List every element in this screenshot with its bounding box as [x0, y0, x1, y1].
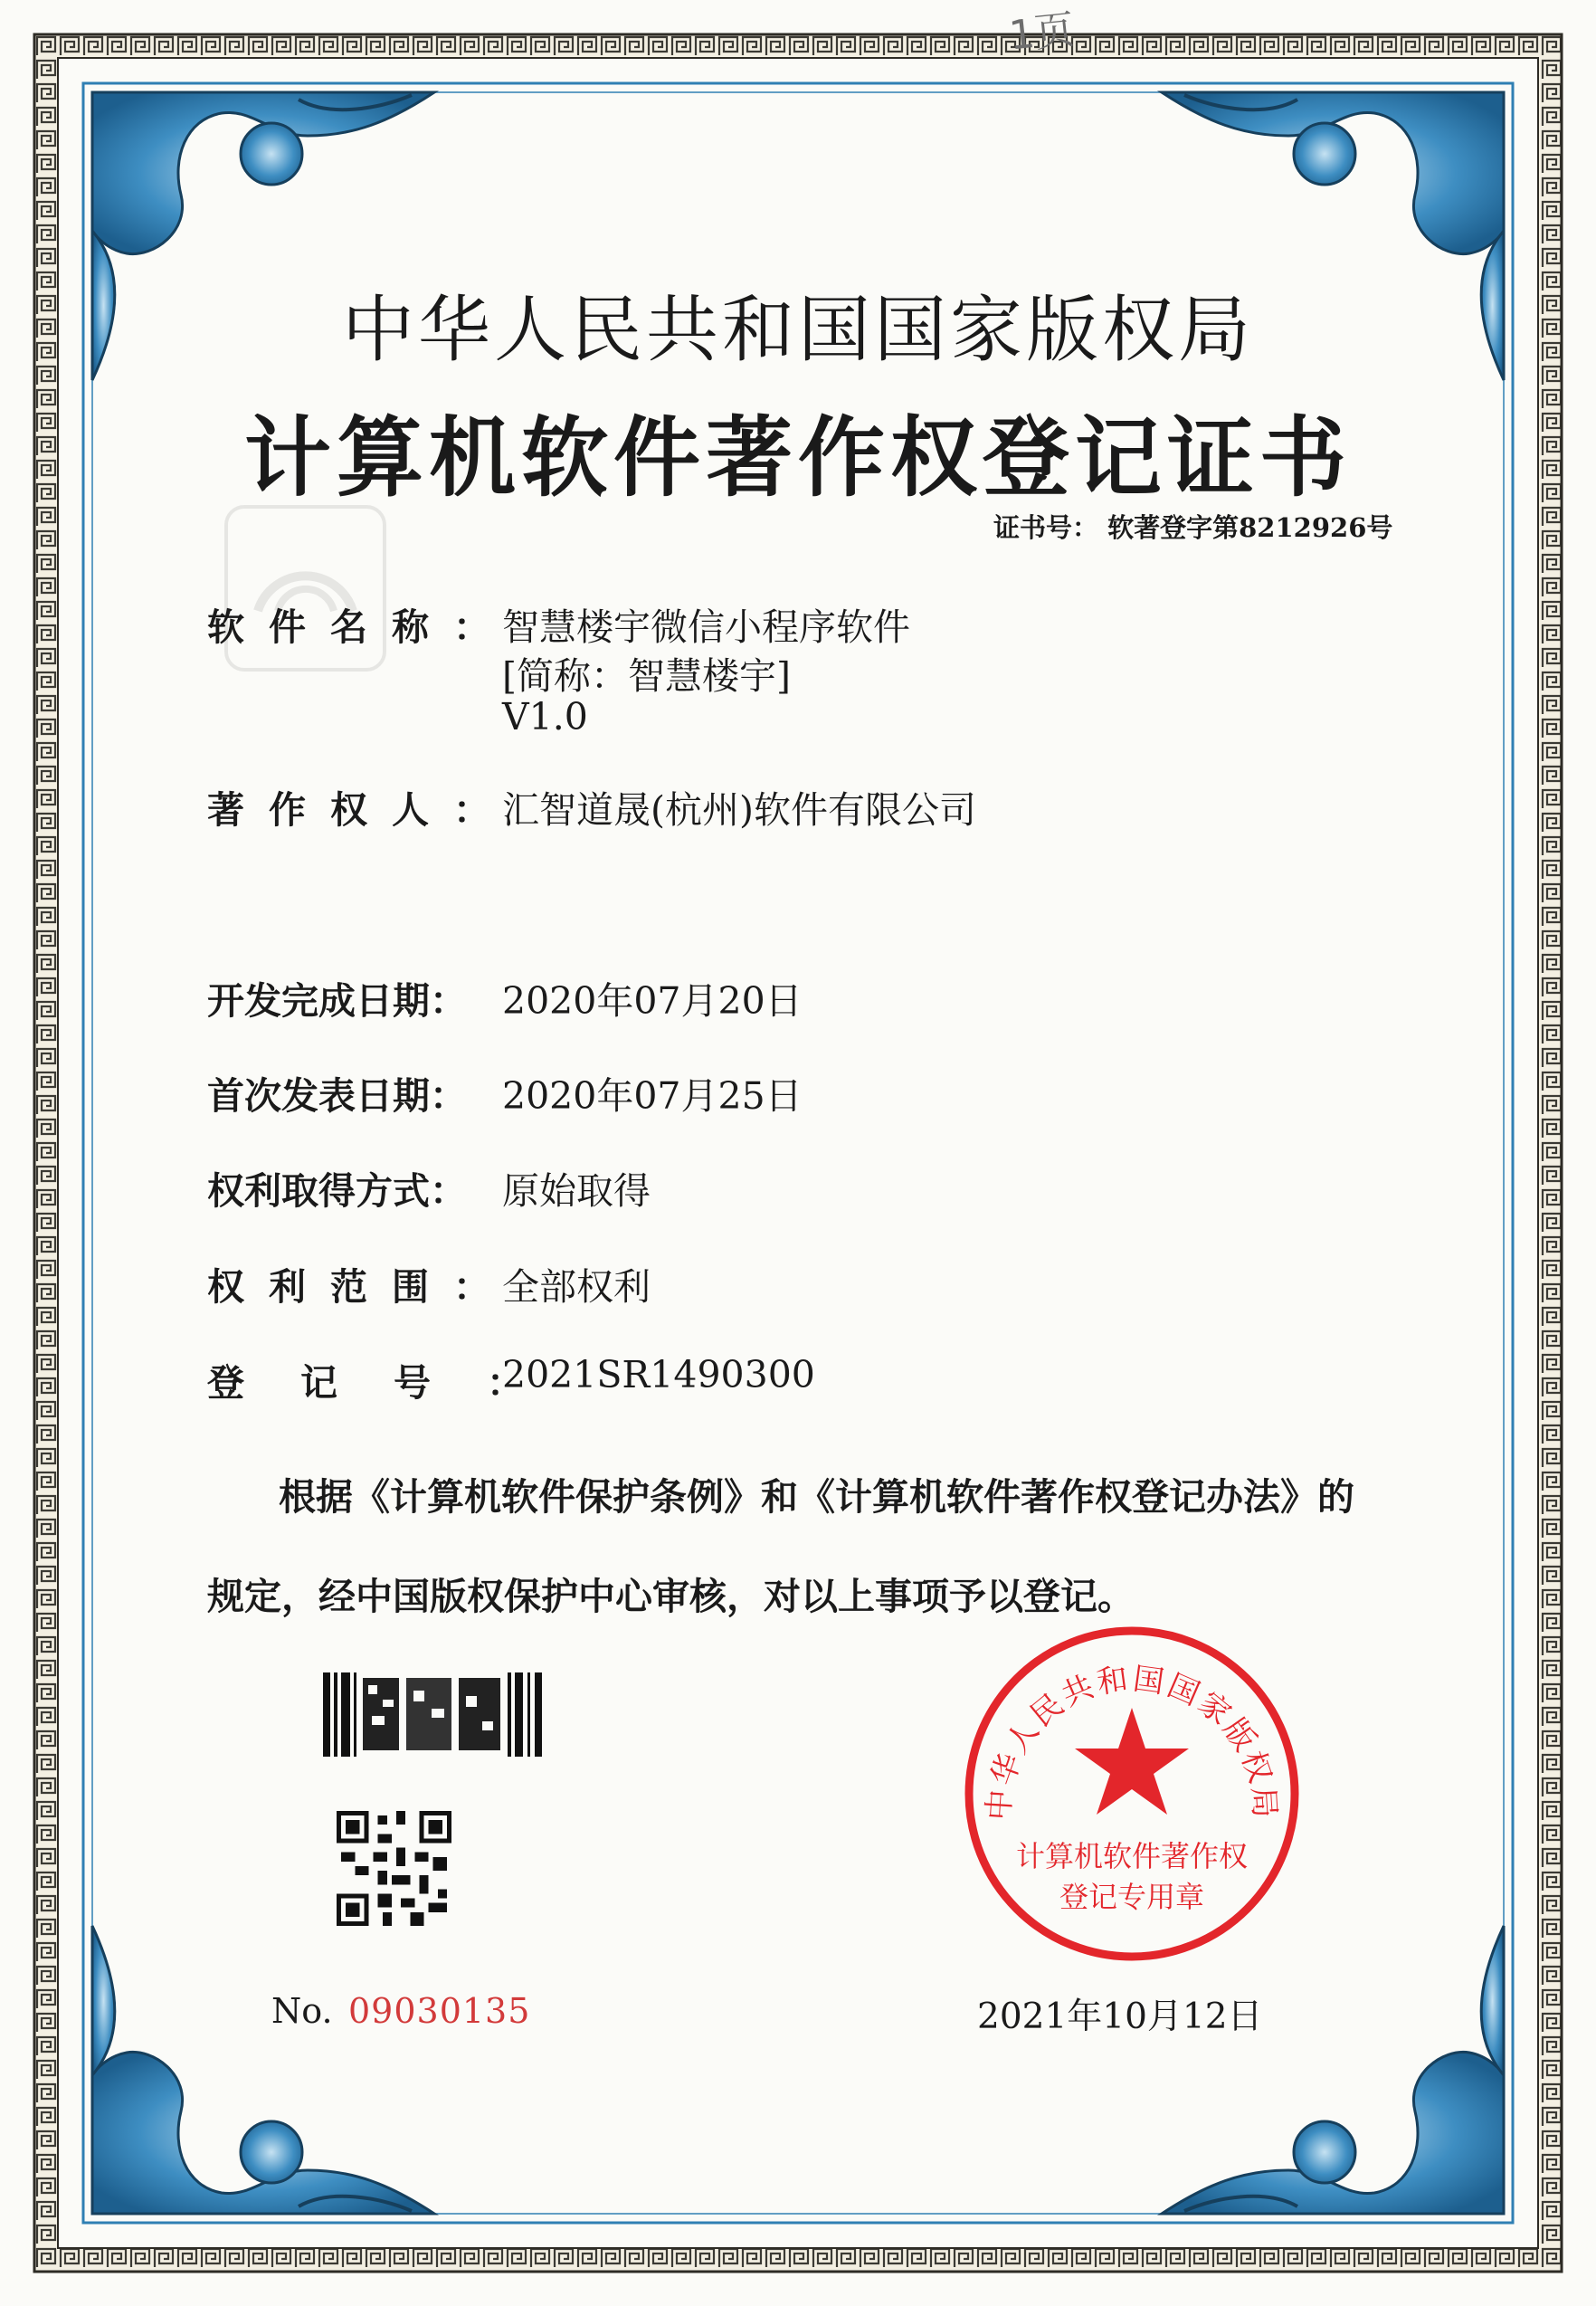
registration-number-label: 登记号：: [207, 1361, 580, 1405]
software-short-name: [简称：智慧楼宇]: [502, 654, 791, 698]
official-seal: [955, 1617, 1308, 1970]
certificate-number-value: 软著登字第8212926号: [1107, 512, 1393, 543]
statement-line-2: 规定，经中国版权保护中心审核，对以上事项予以登记。: [207, 1575, 1135, 1618]
issuing-authority: 中华人民共和国国家版权局: [342, 288, 1254, 372]
rights-scope: 全部权利: [502, 1265, 651, 1309]
serial-number-label: No.: [271, 1991, 333, 2031]
statement-line-1: 根据《计算机软件保护条例》和《计算机软件著作权登记办法》的: [279, 1475, 1354, 1519]
acquisition-method: 原始取得: [502, 1169, 651, 1213]
handwritten-note: 1页: [1007, 6, 1077, 60]
publication-date-label: 首次发表日期：: [207, 1074, 467, 1118]
issue-date: 2021年10月12日: [977, 1996, 1263, 2037]
corner-ornament-bottom-left: [92, 1926, 434, 2214]
copyright-holder: 汇智道晟(杭州)软件有限公司: [502, 788, 976, 832]
completion-date: 2020年07月20日: [502, 979, 803, 1023]
software-name: 智慧楼宇微信小程序软件: [502, 605, 910, 649]
serial-number: 09030135: [348, 1991, 531, 2031]
copyright-holder-label: 著作权人：: [207, 788, 515, 832]
certificate-number-label: 证书号：: [993, 512, 1099, 543]
barcode: [323, 1672, 549, 1757]
svg-text:登记专用章: 登记专用章: [1059, 1880, 1205, 1914]
rights-scope-label: 权利范围：: [207, 1265, 515, 1309]
svg-text:中华人民共和国国家版权局: 中华人民共和国国家版权局: [981, 1661, 1283, 1822]
certificate-title: 计算机软件著作权登记证书: [244, 406, 1352, 509]
qr-code: [337, 1811, 451, 1926]
completion-date-label: 开发完成日期：: [207, 979, 467, 1023]
acquisition-method-label: 权利取得方式：: [207, 1169, 467, 1213]
certificate-number: [993, 508, 1392, 545]
svg-text:计算机软件著作权: 计算机软件著作权: [1015, 1839, 1249, 1873]
software-name-label: 软件名称：: [207, 605, 515, 649]
publication-date: 2020年07月25日: [502, 1074, 803, 1118]
registration-number: 2021SR1490300: [502, 1353, 815, 1396]
software-version: V1.0: [502, 695, 588, 738]
